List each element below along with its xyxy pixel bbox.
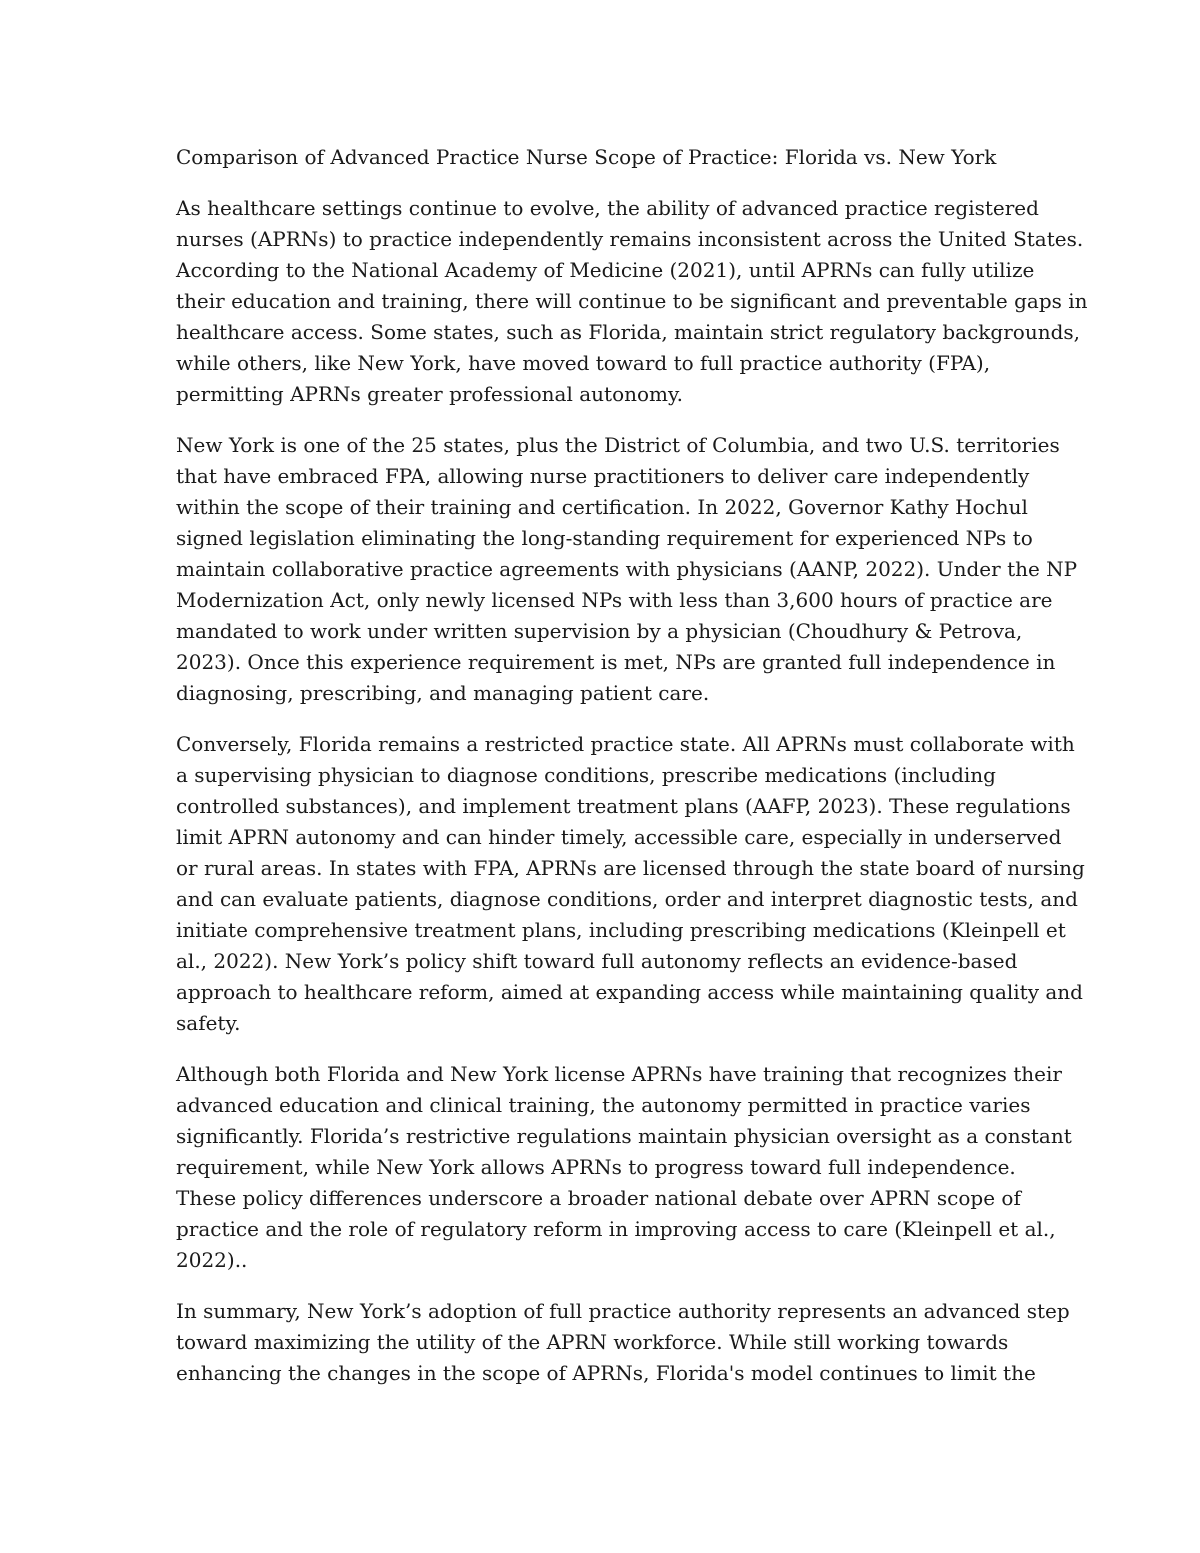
text-line: a supervising physician to diagnose conditions, prescribe medications (including — [176, 763, 996, 787]
text-line: initiate comprehensive treatment plans, including prescribing medications (Kleinpell et — [176, 918, 1066, 942]
text-line: In summary, New York’s adoption of full practice authority represents an advanced step — [176, 1299, 1070, 1323]
text-line: Conversely, Florida remains a restricted practice state. All APRNs must collaborate with — [176, 732, 1075, 756]
text-line: signed legislation eliminating the long-standing requirement for experienced NPs to — [176, 526, 1033, 550]
text-line: Modernization Act, only newly licensed NPs with less than 3,600 hours of practice are — [176, 588, 1053, 612]
body-paragraph — [176, 1296, 1070, 1389]
text-line: controlled substances), and implement treatment plans (AAFP, 2023). These regulations — [176, 794, 1071, 818]
text-line: requirement, while New York allows APRNs to progress toward full independence. — [176, 1155, 1016, 1179]
text-line: New York is one of the 25 states, plus the District of Columbia, and two U.S. territories — [176, 433, 1060, 457]
text-line: permitting APRNs greater professional autonomy. — [176, 382, 684, 406]
text-line: As healthcare settings continue to evolve, the ability of advanced practice registered — [176, 196, 1039, 220]
text-line: approach to healthcare reform, aimed at expanding access while maintaining quality and — [176, 980, 1083, 1004]
text-line: and can evaluate patients, diagnose conditions, order and interpret diagnostic tests, and — [176, 887, 1078, 911]
document-body — [176, 142, 1088, 1409]
body-paragraph — [176, 1059, 1072, 1276]
text-line: advanced education and clinical training, the autonomy permitted in practice varies — [176, 1093, 1031, 1117]
text-line: Although both Florida and New York license APRNs have training that recognizes their — [176, 1062, 1062, 1086]
text-line: mandated to work under written supervision by a physician (Choudhury & Petrova, — [176, 619, 1023, 643]
body-paragraph — [176, 430, 1078, 709]
text-line: According to the National Academy of Medicine (2021), until APRNs can fully utilize — [176, 258, 1035, 282]
text-line: that have embraced FPA, allowing nurse practitioners to deliver care independently — [176, 464, 1030, 488]
text-line: within the scope of their training and certification. In 2022, Governor Kathy Hochul — [176, 495, 1028, 519]
text-line: or rural areas. In states with FPA, APRNs are licensed through the state board of nursing — [176, 856, 1085, 880]
text-line: maintain collaborative practice agreements with physicians (AANP, 2022). Under the NP — [176, 557, 1078, 581]
text-line: practice and the role of regulatory reform in improving access to care (Kleinpell et al., — [176, 1217, 1056, 1241]
body-paragraph — [176, 729, 1085, 1039]
text-line: significantly. Florida’s restrictive regulations maintain physician oversight as a constant — [176, 1124, 1072, 1148]
paragraph-list — [176, 193, 1088, 1389]
text-line: healthcare access. Some states, such as Florida, maintain strict regulatory backgrounds, — [176, 320, 1081, 344]
text-line: al., 2022). New York’s policy shift toward full autonomy reflects an evidence-based — [176, 949, 1018, 973]
text-line: their education and training, there will continue to be significant and preventable gaps in — [176, 289, 1088, 313]
text-line: 2023). Once this experience requirement is met, NPs are granted full independence in — [176, 650, 1056, 674]
text-line: These policy differences underscore a broader national debate over APRN scope of — [176, 1186, 1021, 1210]
document-title: Comparison of Advanced Practice Nurse Scope of Practice: Florida vs. New York — [176, 145, 997, 169]
text-line: while others, like New York, have moved toward to full practice authority (FPA), — [176, 351, 991, 375]
text-line: nurses (APRNs) to practice independently remains inconsistent across the United States. — [176, 227, 1084, 251]
text-line: 2022).. — [176, 1248, 248, 1272]
text-line: toward maximizing the utility of the APRN workforce. While still working towards — [176, 1330, 1009, 1354]
text-line: limit APRN autonomy and can hinder timely, accessible care, especially in underserved — [176, 825, 1062, 849]
text-line: enhancing the changes in the scope of APRNs, Florida's model continues to limit the — [176, 1361, 1036, 1385]
body-paragraph — [176, 193, 1088, 410]
text-line: diagnosing, prescribing, and managing patient care. — [176, 681, 710, 705]
text-line: safety. — [176, 1011, 241, 1035]
